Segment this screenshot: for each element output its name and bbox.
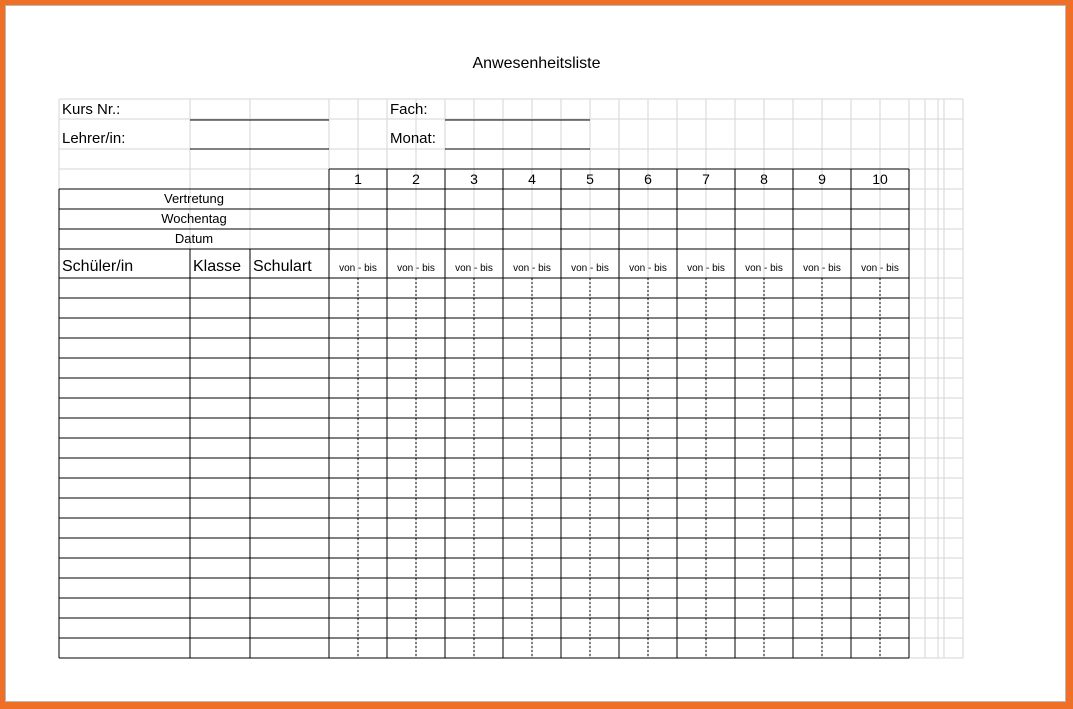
von-bis-label: von - bis — [571, 263, 609, 274]
von-bis-label: von - bis — [629, 263, 667, 274]
datum-label: Datum — [174, 231, 214, 246]
vertretung-label: Vertretung — [164, 191, 224, 206]
von-bis-label: von - bis — [397, 263, 435, 274]
page-title: Anwesenheitsliste — [472, 55, 601, 72]
monat-label: Monat: — [390, 130, 436, 147]
lehrer-label: Lehrer/in: — [62, 130, 126, 147]
day-number-7: 7 — [702, 171, 710, 187]
von-bis-label: von - bis — [513, 263, 551, 274]
von-bis-label: von - bis — [455, 263, 493, 274]
von-bis-label: von - bis — [687, 263, 725, 274]
von-bis-label: von - bis — [339, 263, 377, 274]
day-number-10: 10 — [872, 171, 888, 187]
day-number-8: 8 — [760, 171, 768, 187]
day-number-6: 6 — [644, 171, 652, 187]
day-number-1: 1 — [354, 171, 362, 187]
day-number-3: 3 — [470, 171, 478, 187]
day-number-2: 2 — [412, 171, 420, 187]
von-bis-label: von - bis — [861, 263, 899, 274]
schueler-column-header: Schüler/in — [62, 258, 134, 275]
day-number-5: 5 — [586, 171, 594, 187]
schulart-column-header: Schulart — [253, 258, 312, 275]
von-bis-label: von - bis — [745, 263, 783, 274]
fach-label: Fach: — [390, 101, 428, 118]
klasse-column-header: Klasse — [193, 258, 242, 275]
kurs-label: Kurs Nr.: — [62, 101, 121, 118]
day-number-4: 4 — [528, 171, 536, 187]
wochentag-label: Wochentag — [161, 211, 227, 226]
von-bis-label: von - bis — [803, 263, 841, 274]
day-number-9: 9 — [818, 171, 826, 187]
